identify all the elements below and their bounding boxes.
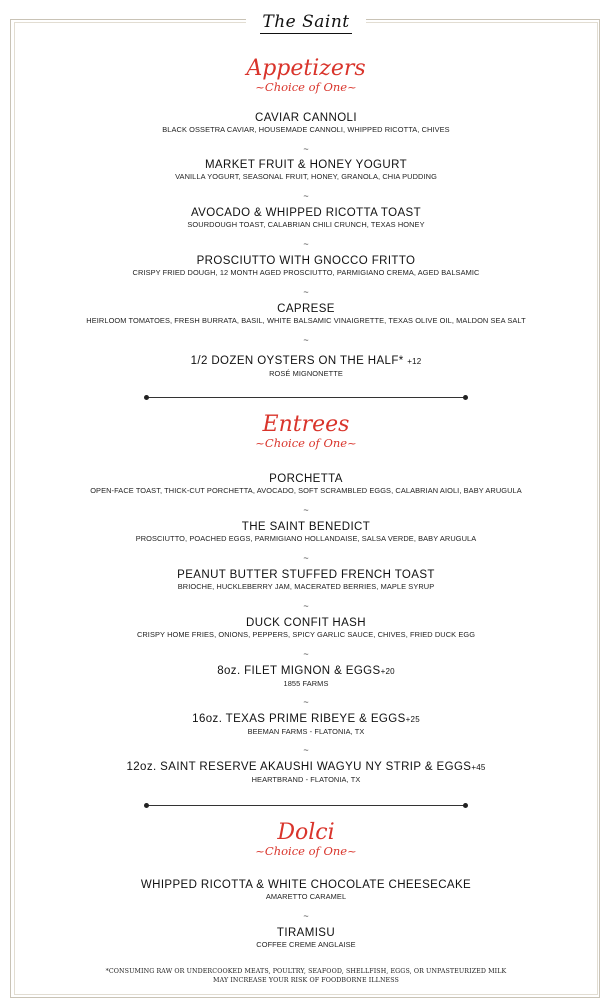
item-separator: ~ <box>303 287 309 297</box>
divider-dot <box>463 395 468 400</box>
item-separator: ~ <box>303 144 309 154</box>
section-divider <box>146 805 466 806</box>
item-description: ROSÉ MIGNONETTE <box>269 369 343 378</box>
item-description: COFFEE CREME ANGLAISE <box>256 940 356 949</box>
item-description: VANILLA YOGURT, SEASONAL FRUIT, HONEY, GRANOLA, CHIA PUDDING <box>175 172 437 181</box>
item-description: CRISPY HOME FRIES, ONIONS, PEPPERS, SPICY GARLIC SAUCE, CHIVES, FRIED DUCK EGG <box>136 630 476 639</box>
menu-item <box>0 472 612 496</box>
disclaimer-line-2: MAY INCREASE YOUR RISK OF FOODBORNE ILLNESS <box>213 977 399 984</box>
item-name: 12oz. SAINT RESERVE AKAUSHI WAGYU NY STRIP & EGGS <box>126 761 472 773</box>
item-description: OPEN-FACE TOAST, THICK-CUT PORCHETTA, AVOCADO, SOFT SCRAMBLED EGGS, CALABRIAN AIOLI, BABY ARUGULA <box>90 486 522 495</box>
item-price: +25 <box>405 715 420 724</box>
item-name: WHIPPED RICOTTA & WHITE CHOCOLATE CHEESECAKE <box>140 879 472 891</box>
item-name: 1/2 DOZEN OYSTERS ON THE HALF* <box>190 355 404 367</box>
entrees-header <box>0 413 612 450</box>
item-name: THE SAINT BENEDICT <box>241 521 371 533</box>
item-separator: ~ <box>303 505 309 515</box>
foodborne-illness-disclaimer <box>0 967 612 985</box>
item-description: 1855 FARMS <box>283 679 329 688</box>
menu-item <box>0 926 612 950</box>
item-name: TIRAMISU <box>276 927 336 939</box>
menu-item <box>0 520 612 544</box>
item-name: AVOCADO & WHIPPED RICOTTA TOAST <box>190 207 422 219</box>
item-separator: ~ <box>303 601 309 611</box>
item-separator: ~ <box>303 553 309 563</box>
menu-item <box>0 760 612 785</box>
section-title-entrees: Entrees <box>262 412 350 437</box>
menu-item <box>0 354 612 379</box>
item-separator: ~ <box>303 191 309 201</box>
item-name-line <box>0 760 612 775</box>
item-description: BRIOCHE, HUCKLEBERRY JAM, MACERATED BERRIES, MAPLE SYRUP <box>177 582 435 591</box>
item-name-line <box>0 712 612 727</box>
menu-item <box>0 111 612 135</box>
item-separator: ~ <box>303 649 309 659</box>
menu-item <box>0 616 612 640</box>
item-separator: ~ <box>303 239 309 249</box>
section-subtitle-appetizers: ~Choice of One~ <box>255 80 357 94</box>
item-name: CAPRESE <box>277 303 335 315</box>
section-subtitle-entrees: ~Choice of One~ <box>255 436 357 450</box>
item-name-line <box>0 664 612 679</box>
disclaimer-line-1: *CONSUMING RAW OR UNDERCOOKED MEATS, POULTRY, SEAFOOD, SHELLFISH, EGGS, OR UNPASTEURIZED MILK <box>105 968 507 975</box>
item-description: HEARTBRAND - FLATONIA, TX <box>251 775 361 784</box>
item-description: HEIRLOOM TOMATOES, FRESH BURRATA, BASIL, WHITE BALSAMIC VINAIGRETTE, TEXAS OLIVE OIL, MALDON SEA SALT <box>86 316 526 325</box>
item-description: BEEMAN FARMS - FLATONIA, TX <box>247 727 365 736</box>
menu-item <box>0 664 612 689</box>
menu-item <box>0 254 612 278</box>
item-separator: ~ <box>303 745 309 755</box>
section-title-dolci: Dolci <box>277 820 335 845</box>
item-description: BLACK OSSETRA CAVIAR, HOUSEMADE CANNOLI, WHIPPED RICOTTA, CHIVES <box>162 125 450 134</box>
item-name: PROSCIUTTO WITH GNOCCO FRITTO <box>196 255 416 267</box>
logo-underline <box>260 33 352 34</box>
item-name: CAVIAR CANNOLI <box>255 112 357 124</box>
item-description: SOURDOUGH TOAST, CALABRIAN CHILI CRUNCH, TEXAS HONEY <box>187 220 425 229</box>
item-description: PROSCIUTTO, POACHED EGGS, PARMIGIANO HOLLANDAISE, SALSA VERDE, BABY ARUGULA <box>135 534 477 543</box>
item-price: +45 <box>471 763 486 772</box>
item-description: AMARETTO CARAMEL <box>265 892 347 901</box>
section-title-appetizers: Appetizers <box>246 56 366 81</box>
menu-item <box>0 878 612 902</box>
item-separator: ~ <box>303 697 309 707</box>
item-name: DUCK CONFIT HASH <box>246 617 366 629</box>
item-name: MARKET FRUIT & HONEY YOGURT <box>204 159 408 171</box>
item-separator: ~ <box>303 335 309 345</box>
menu-item <box>0 302 612 326</box>
divider-dot <box>144 803 149 808</box>
item-separator: ~ <box>303 911 309 921</box>
item-name: 16oz. TEXAS PRIME RIBEYE & EGGS <box>192 713 406 725</box>
item-description: CRISPY FRIED DOUGH, 12 MONTH AGED PROSCIUTTO, PARMIGIANO CREMA, AGED BALSAMIC <box>132 268 480 277</box>
menu-item <box>0 712 612 737</box>
divider-dot <box>463 803 468 808</box>
item-price: +20 <box>380 667 395 676</box>
section-divider <box>146 397 466 398</box>
item-name: PORCHETTA <box>269 473 343 485</box>
divider-dot <box>144 395 149 400</box>
section-subtitle-dolci: ~Choice of One~ <box>255 844 357 858</box>
logo-text: The Saint <box>262 12 350 32</box>
item-name-line <box>0 354 612 369</box>
item-name: PEANUT BUTTER STUFFED FRENCH TOAST <box>177 569 435 581</box>
item-price: +12 <box>407 357 422 366</box>
dolci-header <box>0 821 612 858</box>
menu-item <box>0 158 612 182</box>
item-name: 8oz. FILET MIGNON & EGGS <box>217 665 381 677</box>
logo <box>246 6 366 38</box>
appetizers-header <box>0 57 612 94</box>
menu-item <box>0 568 612 592</box>
menu-item <box>0 206 612 230</box>
